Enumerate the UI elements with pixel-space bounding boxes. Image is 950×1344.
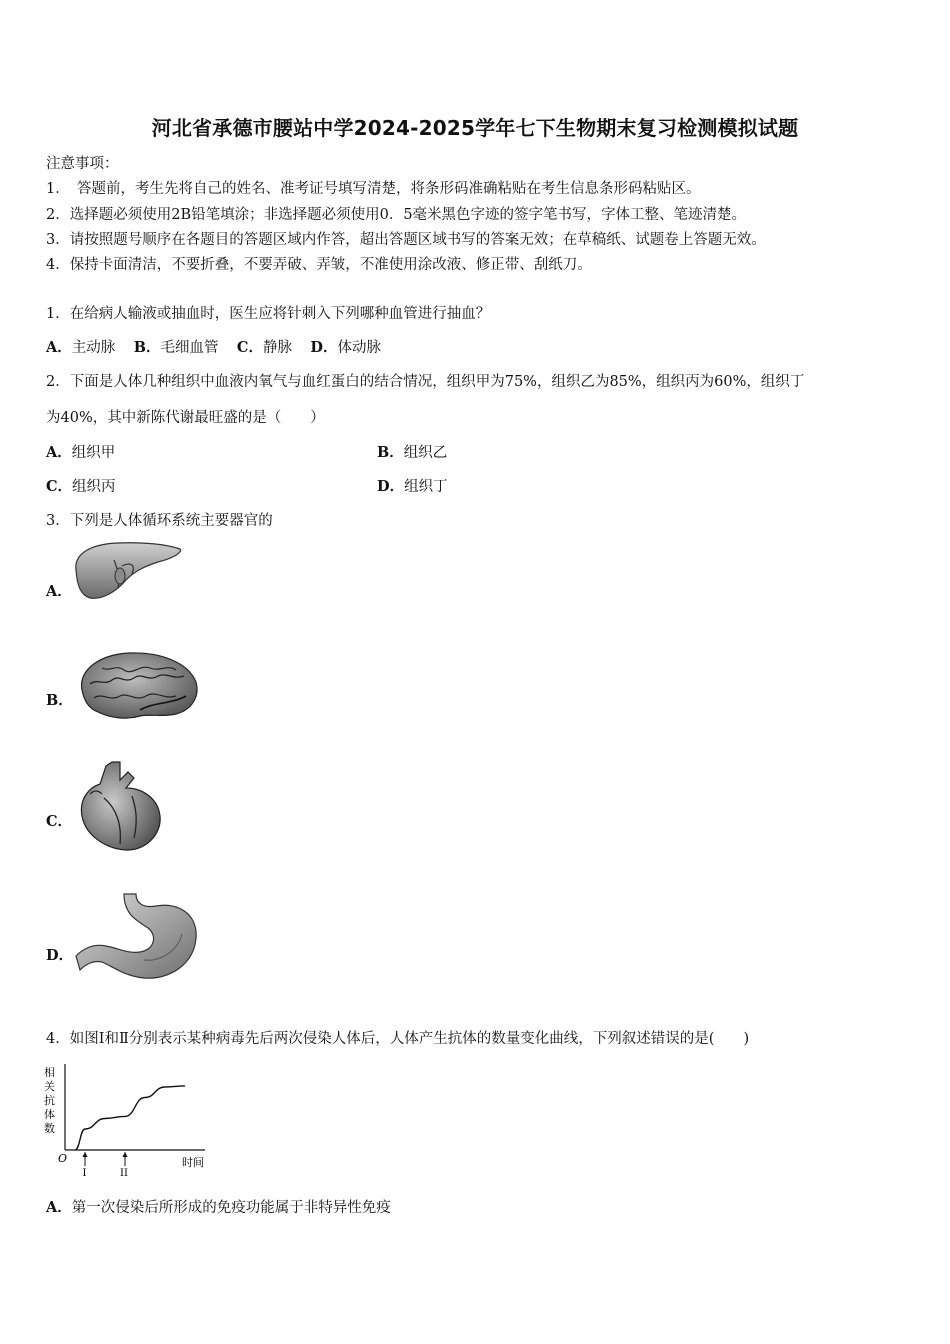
chart-series-line xyxy=(75,1086,185,1150)
q1-option-c-text: 静脉 xyxy=(262,340,292,356)
q2-stem-line2: 为40%，其中新陈代谢最旺盛的是（ ） xyxy=(46,410,325,426)
q2-option-a-label: A． xyxy=(46,444,72,461)
q1-option-b-label: B． xyxy=(133,339,161,356)
q3-option-d-label: D． xyxy=(46,947,74,964)
chart-marker-label-2: II xyxy=(120,1168,128,1176)
q2-option-d-text: 组织丁 xyxy=(404,479,448,495)
chart-marker-head-2 xyxy=(123,1152,128,1157)
q2-option-b xyxy=(377,441,447,462)
stomach-image xyxy=(74,890,200,982)
notice-item-4: 4．保持卡面清洁，不要折叠，不要弄破、弄皱，不准使用涂改液、修正带、刮纸刀。 xyxy=(46,257,592,273)
chart-ylabel-4: 体 xyxy=(44,1108,55,1121)
q2-option-c xyxy=(46,475,116,496)
q2-option-c-text: 组织丙 xyxy=(72,479,116,495)
q3-option-c-label: C． xyxy=(46,813,73,830)
notice-heading: 注意事项： xyxy=(46,156,119,172)
q1-option-a-text: 主动脉 xyxy=(71,340,116,356)
q1-option-d-text: 体动脉 xyxy=(337,340,381,356)
q4-stem: 4．如图Ⅰ和Ⅱ分别表示某种病毒先后两次侵染人体后，人体产生抗体的数量变化曲线，下列叙述错误的是( ) xyxy=(46,1031,750,1047)
liver-image xyxy=(70,540,185,602)
notice-item-1: 1． 答题前，考生先将自己的姓名、准考证号填写清楚，将条形码准确粘贴在考生信息条形码粘贴区。 xyxy=(46,181,701,197)
chart-marker-label-1: I xyxy=(82,1168,87,1176)
q1-options xyxy=(46,336,381,357)
q1-option-c-label: C． xyxy=(236,339,263,356)
q3-stem: 3．下列是人体循环系统主要器官的 xyxy=(46,513,273,529)
chart-marker-head-1 xyxy=(83,1152,88,1157)
q2-option-a xyxy=(46,441,115,462)
chart-origin-label: O xyxy=(58,1152,68,1165)
q4-option-a xyxy=(46,1196,391,1217)
q2-option-a-text: 组织甲 xyxy=(71,445,116,461)
chart-ylabel-3: 抗 xyxy=(44,1094,55,1107)
notice-item-3: 3．请按照题号顺序在各题目的答题区域内作答，超出答题区域书写的答案无效；在草稿纸、试题卷上答题无效。 xyxy=(46,232,766,248)
chart-ylabel-1: 相 xyxy=(44,1066,55,1079)
q2-stem-line1: 2．下面是人体几种组织中血液内氧气与血红蛋白的结合情况，组织甲为75%，组织乙为85%，组织丙为60%，组织丁 xyxy=(46,374,805,390)
q4-option-a-label: A． xyxy=(46,1199,72,1216)
chart-xlabel: 时间 xyxy=(182,1156,204,1169)
q1-option-d-label: D． xyxy=(310,339,338,356)
q3-option-b-label: B． xyxy=(46,692,73,709)
q1-option-b-text: 毛细血管 xyxy=(160,340,219,356)
q4-option-a-text: 第一次侵染后所形成的免疫功能属于非特异性免疫 xyxy=(71,1200,391,1216)
q2-option-c-label: C． xyxy=(46,478,73,495)
q1-option-a-label: A． xyxy=(46,339,72,356)
brain-image xyxy=(76,650,200,722)
chart-ylabel-5: 数 xyxy=(44,1122,55,1135)
q2-option-b-label: B． xyxy=(377,444,404,461)
chart-ylabel-2: 关 xyxy=(44,1080,55,1093)
heart-image xyxy=(76,758,168,854)
q2-option-d-label: D． xyxy=(377,478,405,495)
q3-option-a-label: A． xyxy=(46,583,72,600)
q2-option-d xyxy=(377,475,448,496)
page-title: 河北省承德市腰站中学2024-2025学年七下生物期末复习检测模拟试题 xyxy=(151,116,799,140)
antibody-chart xyxy=(40,1058,215,1176)
q2-option-b-text: 组织乙 xyxy=(403,445,448,461)
notice-item-2: 2．选择题必须使用2B铅笔填涂；非选择题必须使用0．5毫米黑色字迹的签字笔书写，字体工整、笔迹清楚。 xyxy=(46,207,747,223)
q1-stem: 1．在给病人输液或抽血时，医生应将针刺入下列哪种血管进行抽血？ xyxy=(46,306,491,322)
